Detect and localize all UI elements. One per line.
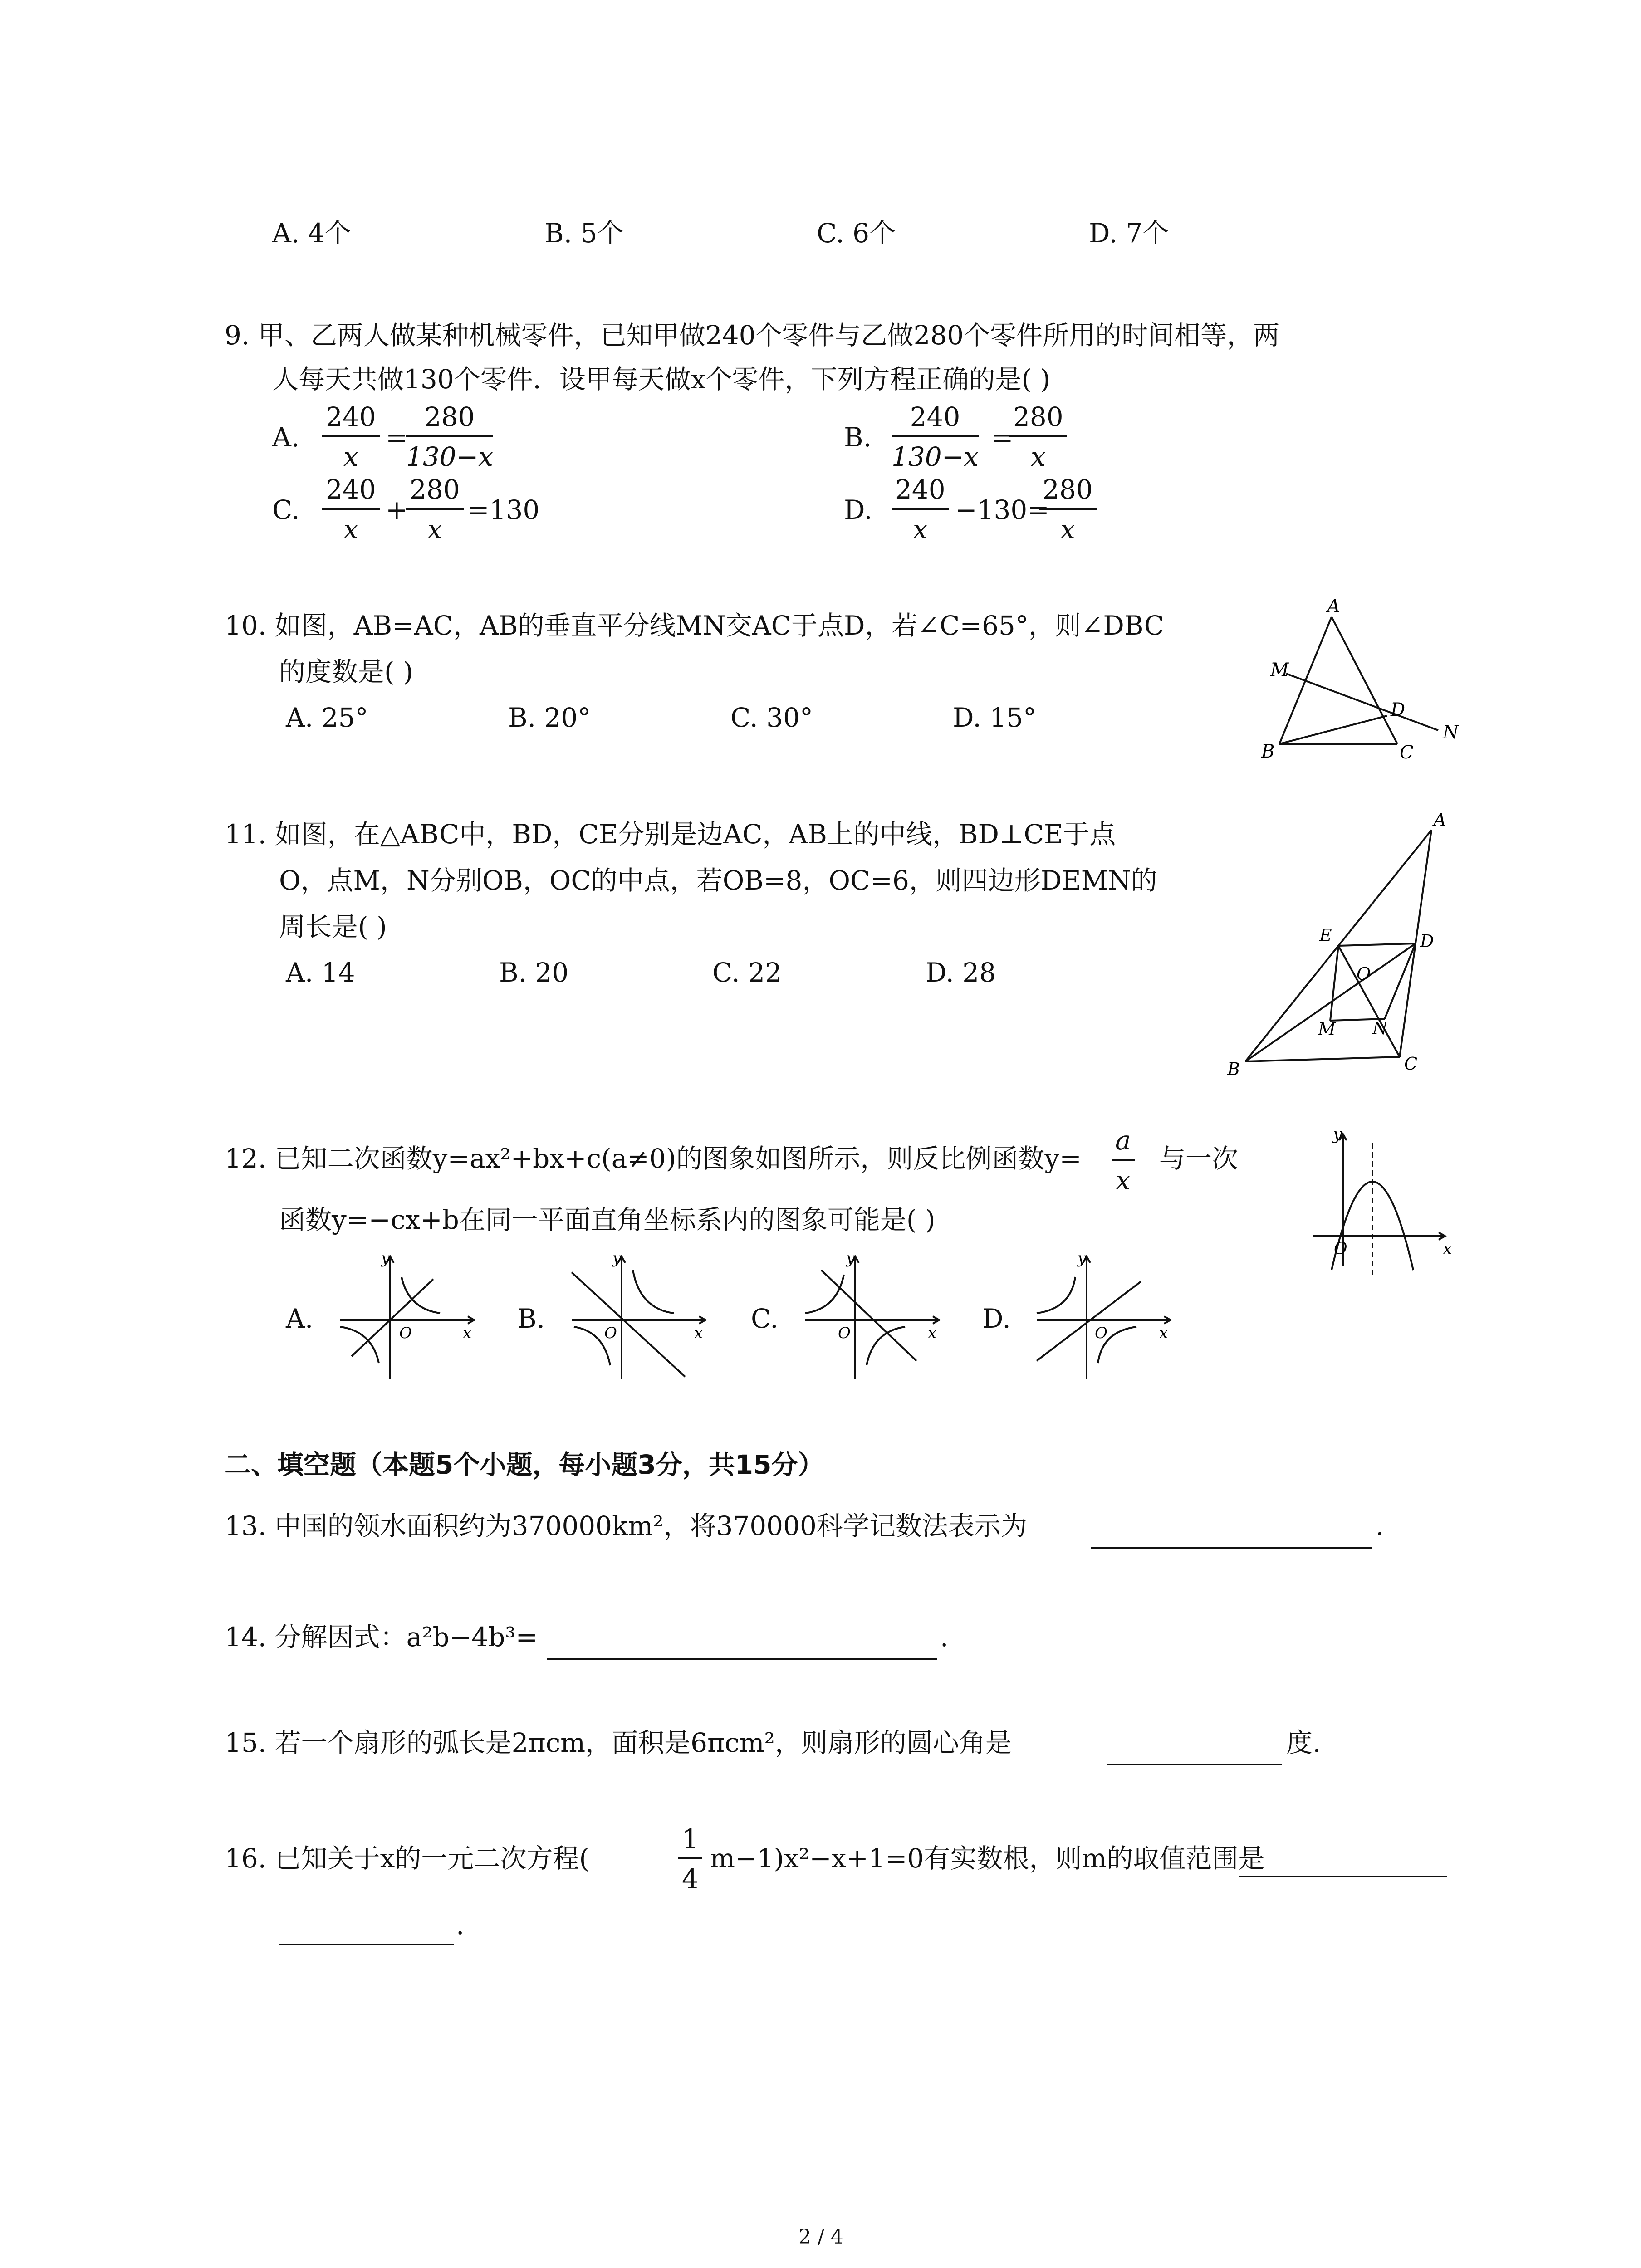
q10-option-a: A. 25° — [286, 702, 368, 733]
q15-answer-blank — [1107, 1764, 1282, 1765]
q12-d-y: y — [1078, 1249, 1087, 1267]
q10-option-d: D. 15° — [953, 702, 1037, 733]
q9-a-label: A. — [272, 422, 300, 453]
q11-option-d: D. 28 — [926, 957, 996, 988]
q9-a-eq: = — [386, 422, 408, 453]
q11-label-n: N — [1372, 1018, 1388, 1038]
q10-label-a: A — [1327, 596, 1340, 617]
q16-answer-blank-1 — [1239, 1876, 1447, 1877]
q10-label-d: D — [1391, 699, 1406, 720]
q9-a-frac1: $\frac{240}{x}$ — [322, 404, 380, 470]
q8-option-c: C. 6个 — [817, 218, 896, 249]
q12-d-x: x — [1159, 1324, 1168, 1342]
section-2-heading: 二、填空题（本题5个小题，每小题3分，共15分） — [225, 1449, 824, 1480]
q12-c-x: x — [928, 1324, 937, 1342]
q15-text: 15. 若一个扇形的弧长是2πcm，面积是6πcm²，则扇形的圆心角是 — [225, 1727, 1012, 1758]
q9-b-frac2: $\frac{280}{x}$ — [1009, 404, 1067, 470]
q11-line1: 11. 如图，在△ABC中，BD，CE分别是边AC，AB上的中线，BD⊥CE于点 — [225, 819, 1116, 850]
q10-option-c: C. 30° — [730, 702, 813, 733]
q13-end: . — [1376, 1510, 1384, 1541]
q11-label-m: M — [1318, 1019, 1336, 1039]
q16-end: . — [456, 1910, 465, 1941]
q11-line2: O，点M，N分别OB，OC的中点，若OB=8，OC=6，则四边形DEMN的 — [279, 865, 1157, 896]
q12-option-a-label: A. — [286, 1303, 314, 1334]
q12-line1b: 与一次 — [1159, 1143, 1239, 1174]
q9-d-frac2: $\frac{280}{x}$ — [1039, 476, 1097, 543]
q11-option-a: A. 14 — [286, 957, 355, 988]
q12-frac-a-over-x: $\frac{a}{x}$ — [1112, 1127, 1135, 1193]
q10-label-c: C — [1400, 742, 1414, 763]
q10-option-b: B. 20° — [508, 702, 591, 733]
q11-label-a: A — [1434, 810, 1446, 830]
q10-label-n: N — [1443, 722, 1459, 743]
q12-c-y: y — [846, 1249, 855, 1267]
q9-c-label: C. — [272, 494, 300, 525]
q9-c-frac2: $\frac{280}{x}$ — [406, 476, 464, 543]
q11-option-c: C. 22 — [712, 957, 782, 988]
q12-a-o: O — [399, 1324, 412, 1342]
q12-option-c-label: C. — [751, 1303, 779, 1334]
q13-answer-blank — [1091, 1547, 1372, 1549]
q12-fig-o: O — [1334, 1240, 1347, 1258]
q9-a-frac2: $\frac{280}{130-x}$ — [406, 401, 494, 472]
q8-option-a: A. 4个 — [272, 218, 351, 249]
q12-option-d-graph — [1032, 1243, 1177, 1388]
q16-text-b: m−1)x²−x+1=0有实数根，则m的取值范围是 — [710, 1843, 1265, 1874]
q11-option-b: B. 20 — [499, 957, 569, 988]
q9-b-frac1: $\frac{240}{130-x}$ — [892, 401, 979, 472]
q15-end: 度. — [1286, 1727, 1321, 1758]
q11-triangle-figure — [1220, 807, 1456, 1080]
q8-option-d: D. 7个 — [1089, 218, 1169, 249]
q10-line2: 的度数是( ) — [279, 656, 413, 687]
q9-d-label: D. — [844, 494, 872, 525]
q9-b-label: B. — [844, 422, 872, 453]
q12-b-y: y — [612, 1249, 622, 1267]
q12-line1a: 12. 已知二次函数y=ax²+bx+c(a≠0)的图象如图所示，则反比例函数y= — [225, 1143, 1082, 1174]
q12-b-x: x — [694, 1324, 703, 1342]
q11-label-d: D — [1420, 931, 1434, 951]
q12-d-o: O — [1095, 1324, 1107, 1342]
q9-line1: 9. 甲、乙两人做某种机械零件，已知甲做240个零件与乙做280个零件所用的时间相等，两 — [225, 320, 1280, 351]
q14-answer-blank — [547, 1658, 937, 1660]
q12-option-a-graph — [336, 1243, 481, 1388]
q11-label-c: C — [1404, 1054, 1418, 1074]
q9-c-frac1: $\frac{240}{x}$ — [322, 476, 380, 543]
q12-a-y: y — [381, 1249, 390, 1267]
page-number: 2 / 4 — [798, 2225, 843, 2248]
q13-text: 13. 中国的领水面积约为370000km²，将370000科学记数法表示为 — [225, 1510, 1027, 1541]
q10-label-b: B — [1261, 741, 1275, 762]
q12-option-d-label: D. — [982, 1303, 1011, 1334]
q12-line2: 函数y=−cx+b在同一平面直角坐标系内的图象可能是( ) — [279, 1204, 936, 1235]
q12-b-o: O — [604, 1324, 617, 1342]
q10-label-m: M — [1270, 660, 1289, 680]
q10-line1: 10. 如图，AB=AC，AB的垂直平分线MN交AC于点D，若∠C=65°，则∠DBC — [225, 610, 1165, 641]
q9-d-frac1: $\frac{240}{x}$ — [892, 476, 949, 543]
q12-a-x: x — [463, 1324, 472, 1342]
q12-parabola-figure — [1307, 1125, 1452, 1279]
q16-frac-quarter: $\frac{1}{4}$ — [678, 1826, 702, 1892]
q16-answer-blank-2 — [279, 1944, 454, 1945]
q12-fig-y: y — [1333, 1125, 1342, 1144]
q9-d-minus130: −130= — [955, 494, 1049, 525]
q8-option-b: B. 5个 — [544, 218, 624, 249]
q9-c-plus: + — [386, 494, 408, 525]
q12-fig-x: x — [1443, 1240, 1452, 1258]
q9-c-eq130: =130 — [467, 494, 540, 525]
q14-text: 14. 分解因式：a²b−4b³= — [225, 1622, 538, 1652]
q11-label-o: O — [1357, 964, 1371, 984]
q16-text-a: 16. 已知关于x的一元二次方程( — [225, 1843, 590, 1874]
q11-line3: 周长是( ) — [279, 911, 387, 942]
q14-end: . — [940, 1622, 949, 1652]
q12-c-o: O — [838, 1324, 851, 1342]
q9-b-eq: = — [991, 422, 1014, 453]
q9-line2: 人每天共做130个零件．设甲每天做x个零件，下列方程正确的是( ) — [272, 364, 1051, 395]
q11-label-e: E — [1319, 925, 1332, 945]
q10-triangle-figure — [1243, 594, 1461, 767]
q12-option-c-graph — [801, 1243, 946, 1388]
q11-label-b: B — [1227, 1059, 1240, 1079]
q12-option-b-label: B. — [517, 1303, 545, 1334]
q12-option-b-graph — [567, 1243, 712, 1388]
